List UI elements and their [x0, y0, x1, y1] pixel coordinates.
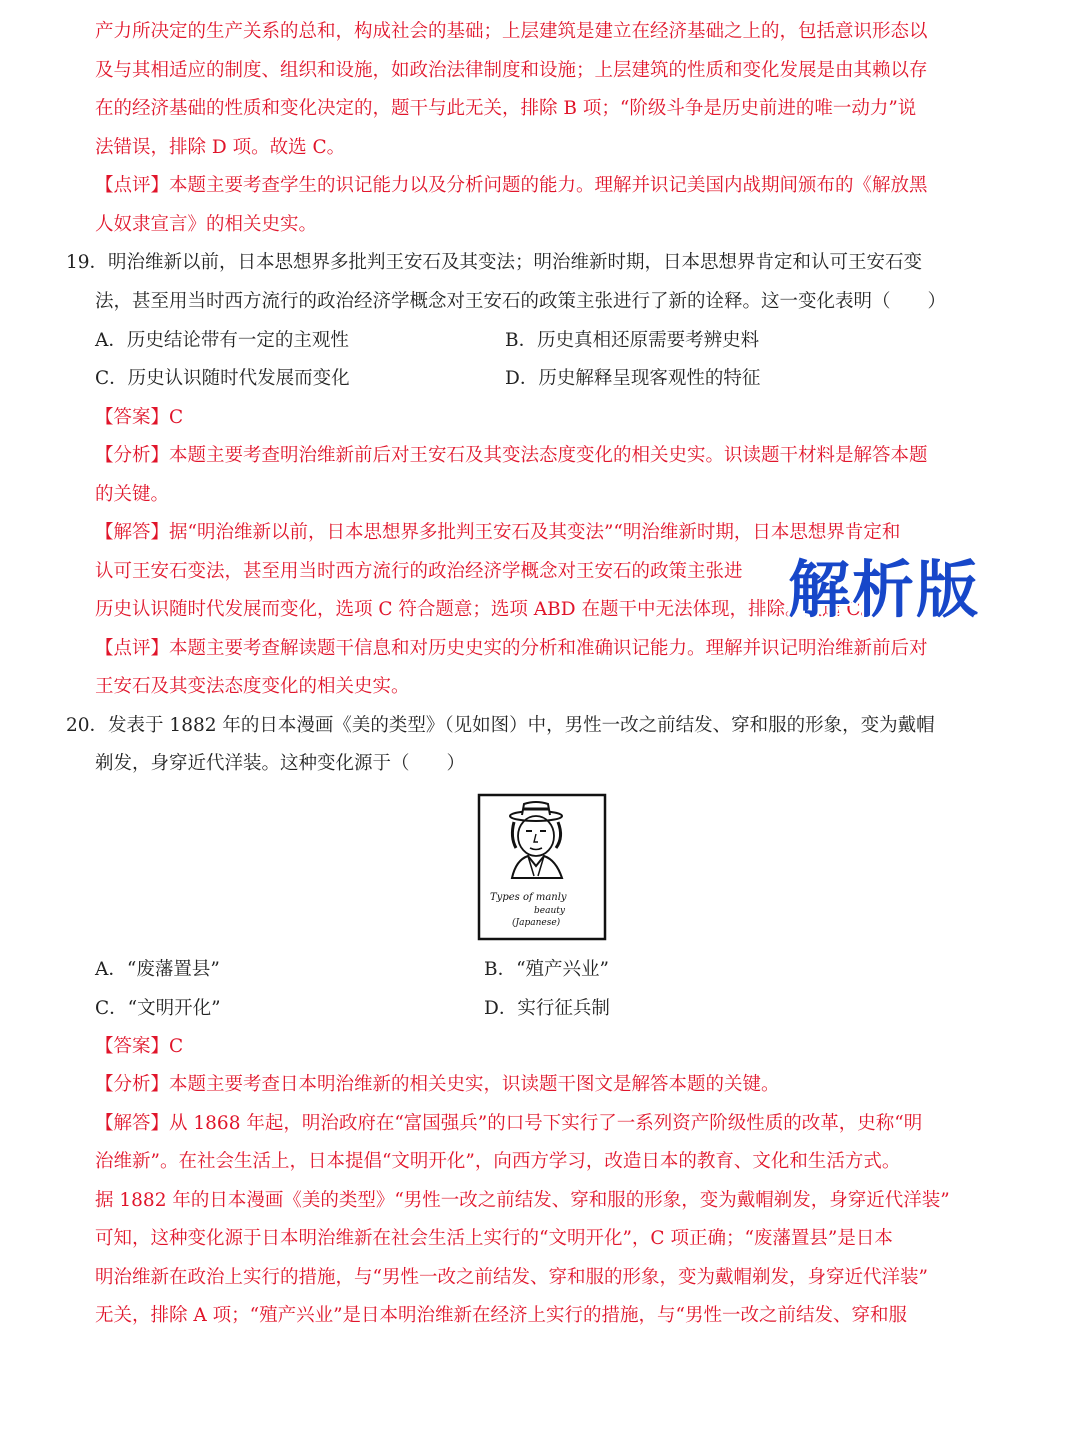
q19-option-a: A．历史结论带有一定的主观性	[95, 330, 349, 351]
q19-analysis: 【分析】本题主要考查明治维新前后对王安石及其变法态度变化的相关史实。识读题干材料是解答本题	[95, 445, 928, 466]
q19-stem: 法，甚至用当时西方流行的政治经济学概念对王安石的政策主张进行了新的诠释。这一变化表明（ ）	[95, 291, 947, 312]
q20-option-a: A．“废藩置县”	[95, 959, 220, 980]
cartoon-illustration	[476, 792, 608, 942]
q20-option-c: C．“文明开化”	[95, 998, 221, 1019]
comment-line: 【点评】本题主要考查学生的识记能力以及分析问题的能力。理解并识记美国内战期间颁布的《解放黑	[95, 175, 928, 196]
q20-option-b: B．“殖产兴业”	[484, 959, 610, 980]
watermark-label: 解析版	[788, 553, 981, 626]
text-line: 及与其相适应的制度、组织和设施，如政治法律制度和设施；上层建筑的性质和变化发展是由其赖以存	[95, 60, 928, 81]
cartoon-caption: beauty	[534, 906, 565, 916]
q20-stem: 剃发，身穿近代洋装。这种变化源于（ ）	[95, 753, 466, 774]
q19-solution: 认可王安石变法，甚至用当时西方流行的政治经济学概念对王安石的政策主张进	[95, 561, 743, 582]
q20-solution: 据 1882 年的日本漫画《美的类型》“男性一改之前结发、穿和服的形象，变为戴帽剃发，身穿近代洋装”	[95, 1190, 950, 1211]
q19-option-c: C．历史认识随时代发展而变化	[95, 368, 350, 389]
q20-solution: 无关，排除 A 项；“殖产兴业”是日本明治维新在经济上实行的措施，与“男性一改之前结发、穿和服	[95, 1305, 907, 1326]
q20-analysis: 【分析】本题主要考查日本明治维新的相关史实，识读题干图文是解答本题的关键。	[95, 1074, 780, 1095]
q19-solution: 历史认识随时代发展而变化，选项 C 符合题意；选项 ABD 在题干中无法体现，排除。故选 C。	[95, 599, 880, 620]
q20-solution: 可知，这种变化源于日本明治维新在社会生活上实行的“文明开化”，C 项正确；“废藩置县”是日本	[95, 1228, 893, 1249]
q20-answer: 【答案】C	[95, 1036, 184, 1057]
q19-answer: 【答案】C	[95, 407, 184, 428]
cartoon-caption: (Japanese)	[512, 918, 561, 928]
q19-comment: 王安石及其变法态度变化的相关史实。	[95, 676, 410, 697]
q20-solution: 治维新”。在社会生活上，日本提倡“文明开化”，向西方学习，改造日本的教育、文化和生活方式。	[95, 1151, 901, 1172]
text-line: 法错误，排除 D 项。故选 C。	[95, 137, 346, 158]
q20-solution: 明治维新在政治上实行的措施，与“男性一改之前结发、穿和服的形象，变为戴帽剃发，身穿近代洋装”	[95, 1267, 928, 1288]
q20-solution: 【解答】从 1868 年起，明治政府在“富国强兵”的口号下实行了一系列资产阶级性质的改革，史称“明	[95, 1113, 923, 1134]
q20-stem: 20．发表于 1882 年的日本漫画《美的类型》（见如图）中，男性一改之前结发、穿和服的形象，变为戴帽	[66, 715, 935, 736]
q19-comment: 【点评】本题主要考查解读题干信息和对历史史实的分析和准确识记能力。理解并识记明治维新前后对	[95, 638, 928, 659]
comment-line: 人奴隶宣言》的相关史实。	[95, 214, 318, 235]
q19-option-b: B．历史真相还原需要考辨史料	[505, 330, 760, 351]
cartoon-caption: Types of manly	[490, 892, 567, 903]
q20-option-d: D．实行征兵制	[484, 998, 610, 1019]
q19-solution: 【解答】据“明治维新以前，日本思想界多批判王安石及其变法”“明治维新时期，日本思想界肯定和	[95, 522, 901, 543]
text-line: 在的经济基础的性质和变化决定的，题干与此无关，排除 B 项；“阶级斗争是历史前进的唯一动力”说	[95, 98, 917, 119]
q19-stem: 19．明治维新以前，日本思想界多批判王安石及其变法；明治维新时期，日本思想界肯定和认可王安石变	[66, 252, 923, 273]
q19-option-d: D．历史解释呈现客观性的特征	[505, 368, 761, 389]
q19-analysis: 的关键。	[95, 484, 170, 505]
text-line: 产力所决定的生产关系的总和，构成社会的基础；上层建筑是建立在经济基础之上的，包括意识形态以	[95, 21, 928, 42]
